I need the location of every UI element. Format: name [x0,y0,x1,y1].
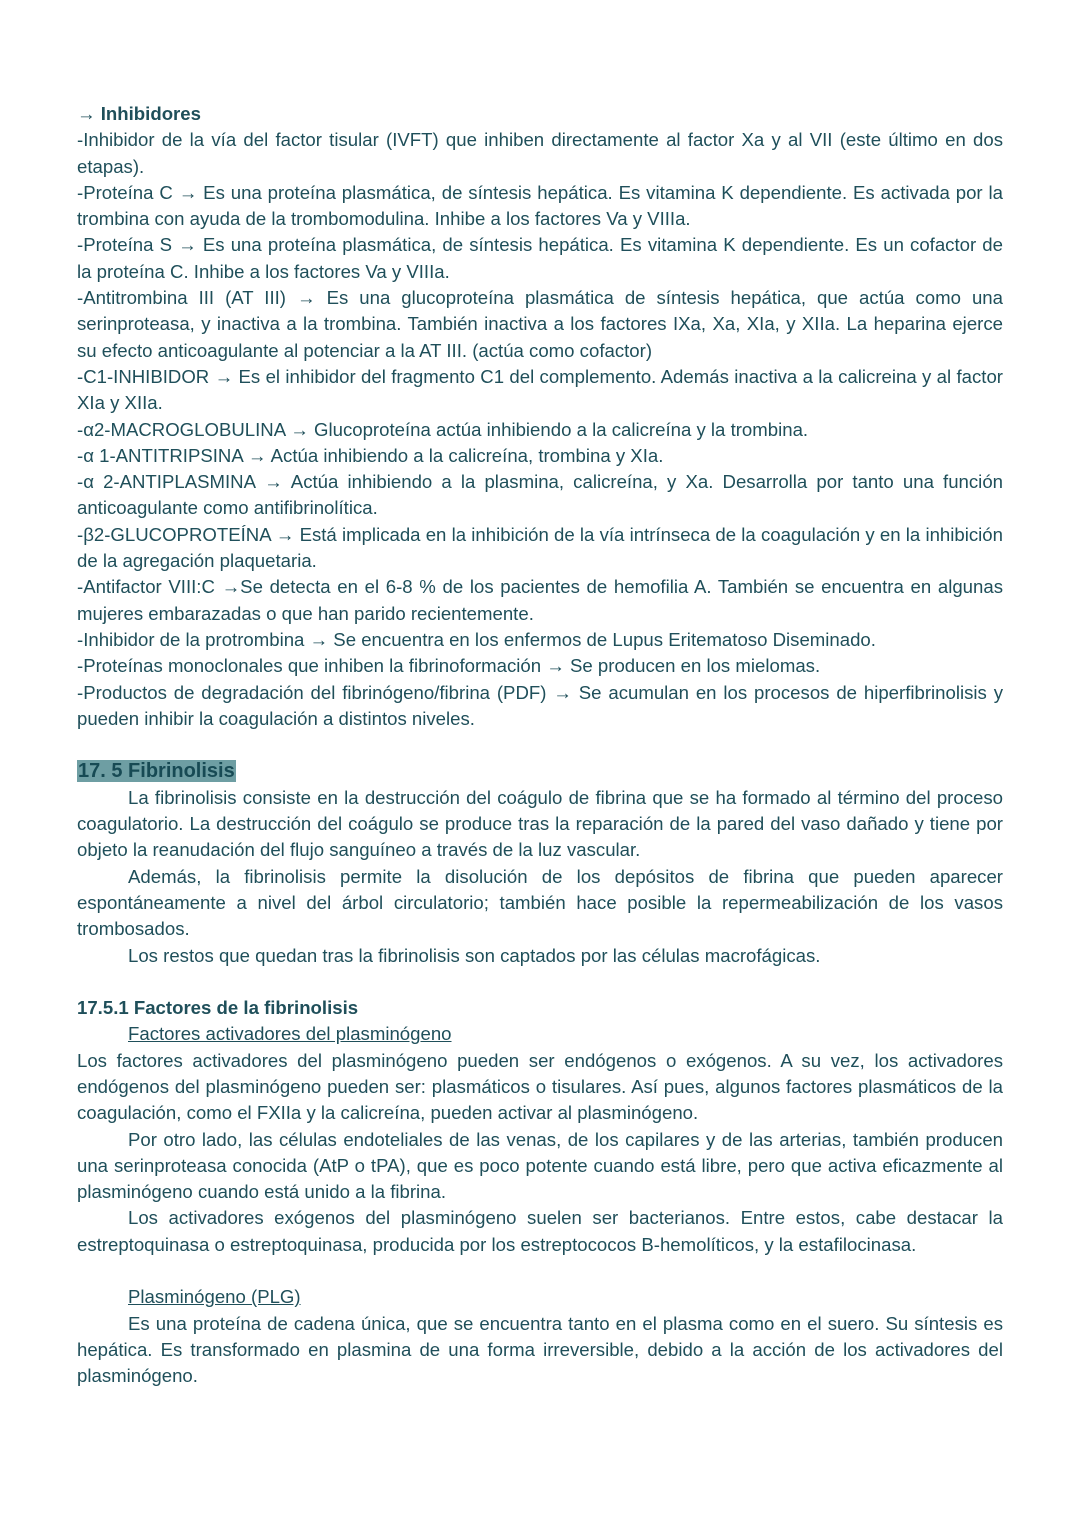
spacer [77,1258,1003,1284]
activadores-heading: Factores activadores del plasminógeno [128,1023,452,1045]
plasminogeno-heading: Plasminógeno (PLG) [128,1286,301,1308]
document-page [77,101,1003,1390]
fibrinolisis-paragraph: Además, la fibrinolisis permite la disolución de los depósitos de fibrina que pueden aparecer espontáneamente a nivel del árbol circulatorio; también hace posible la repermeabilización de los vasos trombosados. [77,865,1003,940]
activadores-paragraph: Los factores activadores del plasminógeno pueden ser endógenos o exógenos. A su vez, los activadores endógenos del plasminógeno pueden ser: plasmáticos o tisulares. Así pues, algunos factores plasmáticos de la coagulación, como el FXIIa y la calicreína, pueden activar al plasminógeno. [77,1049,1003,1124]
inhibidor-item: -C1-INHIBIDOR → Es el inhibidor del fragmento C1 del complemento. Además inactiva a la calicreina y al factor XIa y XIIa. [77,365,1003,414]
inhibidor-item: -Antifactor VIII:C →Se detecta en el 6-8 % de los pacientes de hemofilia A. También se encuentra en algunas mujeres embarazadas o que han parido recientemente. [77,576,1003,624]
inhibidor-item: -α 1-ANTITRIPSINA → Actúa inhibiendo a la calicreína, trombina y XIa. [77,444,664,466]
inhibidores-heading: → Inhibidores [77,103,201,124]
section-title-highlight: 17. 5 Fibrinolisis [78,760,235,783]
activadores-paragraph: Por otro lado, las células endoteliales de las venas, de los capilares y de las arterias, también producen una serinproteasa conocida (AtP o tPA), que es poco potente cuando está libre, pero que activa eficazmente al plasminógeno cuando está unido a la fibrina. [77,1128,1003,1203]
inhibidor-item: -Productos de degradación del fibrinógeno/fibrina (PDF) → Se acumulan en los procesos de hiperfibrinolisis y pueden inhibir la coagulación a distintos niveles. [77,681,1003,729]
inhibidor-item: -Antitrombina III (AT III) → Es una glucoproteína plasmática de síntesis hepática, que actúa como una serinproteasa, y inactiva a la trombina. También inactiva a los factores IXa, Xa, XIa, y XIIa. La heparina ejerce su efecto anticoagulante al potenciar a la AT III. (actúa como cofactor) [77,287,1003,361]
inhibidor-item: -Inhibidor de la vía del factor tisular (IVFT) que inhiben directamente al factor Xa y al VII (este último en dos etapas). [77,129,1003,177]
fibrinolisis-paragraph: Los restos que quedan tras la fibrinolisis son captados por las células macrofágicas. [128,944,821,966]
fibrinolisis-paragraph: La fibrinolisis consiste en la destrucción del coágulo de fibrina que se ha formado al término del proceso coagulatorio. La destrucción del coágulo se produce tras la reparación de la pared del vaso dañado y tiene por objeto la reanudación del flujo sanguíneo a través de la luz vascular. [77,786,1003,861]
inhibidor-item: -Proteínas monoclonales que inhiben la fibrinoformación → Se producen en los mielomas. [77,655,821,677]
plasminogeno-paragraph: Es una proteína de cadena única, que se encuentra tanto en el plasma como en el suero. Su síntesis es hepática. Es transformado en plasmina de una forma irreversible, debido a la acción de los activadores del plasminógeno. [77,1312,1003,1387]
inhibidor-item: -Proteína C → Es una proteína plasmática, de síntesis hepática. Es vitamina K dependiente. Es activada por la trombina con ayuda de la trombomodulina. Inhibe a los factores Va y VIIIa. [77,181,1003,230]
inhibidor-item: -Inhibidor de la protrombina → Se encuentra en los enfermos de Lupus Eritematoso Diseminado. [77,628,876,650]
inhibidor-item: -Proteína S → Es una proteína plasmática, de síntesis hepática. Es vitamina K dependiente. Es un cofactor de la proteína C. Inhibe a los factores Va y VIIIa. [77,234,1003,282]
section-title [77,758,1003,784]
inhibidor-item: -β2-GLUCOPROTEÍNA → Está implicada en la inhibición de la vía intrínseca de la coagulación y en la inhibición de la agregación plaquetaria. [77,523,1003,572]
inhibidor-item: -α2-MACROGLOBULINA → Glucoproteína actúa inhibiendo a la calicreína y la trombina. [77,418,809,440]
activadores-paragraph: Los activadores exógenos del plasminógeno suelen ser bacterianos. Entre estos, cabe destacar la estreptoquinasa o estreptoquinasa, producida por los estreptococos B-hemolíticos, y la estafilocinasa. [77,1207,1003,1255]
inhibidor-item: -α 2-ANTIPLASMINA → Actúa inhibiendo a la plasmina, calicreína, y Xa. Desarrolla por tanto una función anticoagulante como antifibrinolítica. [77,471,1003,519]
subsection-title: 17.5.1 Factores de la fibrinolisis [77,997,359,1019]
